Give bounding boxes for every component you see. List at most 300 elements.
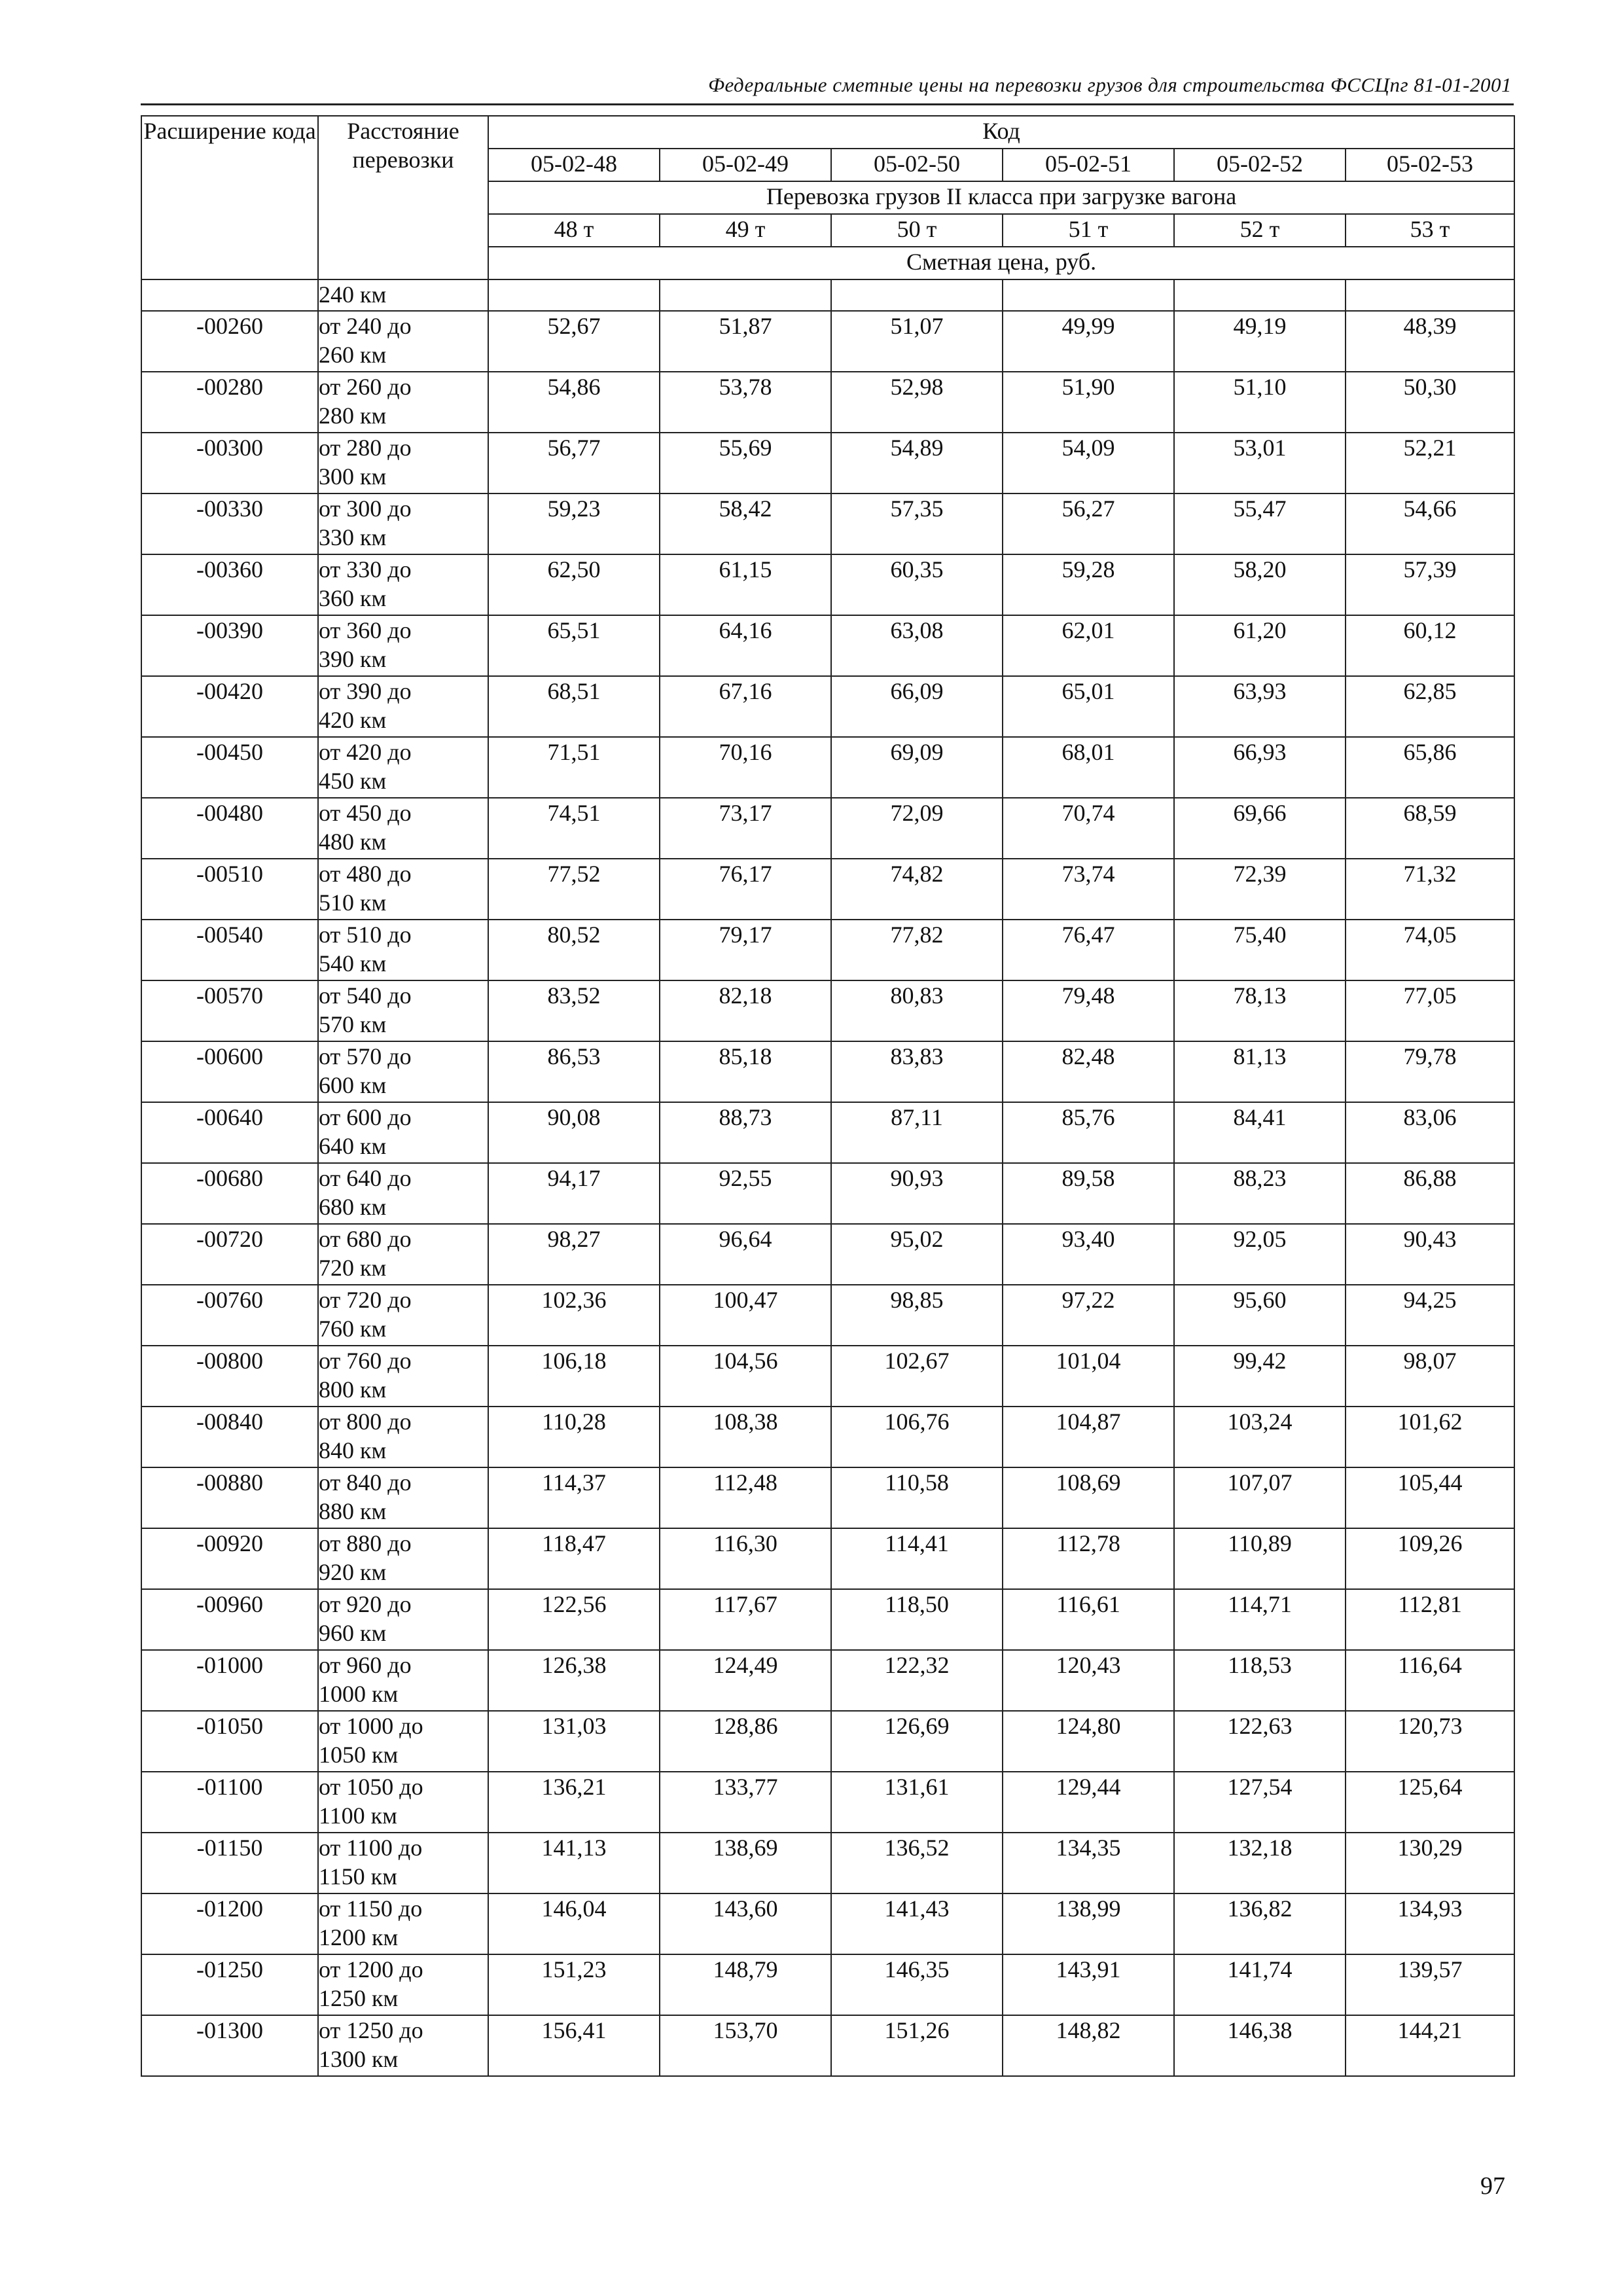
value-cell: 86,53 — [488, 1041, 660, 1102]
ext-cell: -00760 — [141, 1285, 318, 1346]
value-cell: 85,76 — [1003, 1102, 1174, 1163]
value-cell: 49,19 — [1174, 311, 1346, 372]
ext-cell: -00330 — [141, 493, 318, 554]
value-cell: 124,80 — [1003, 1711, 1174, 1772]
dist-line-from: от 1200 до — [319, 1956, 423, 1982]
value-cell: 153,70 — [660, 2015, 831, 2076]
dist-line-from: от 390 до — [319, 678, 412, 704]
value-cell: 65,01 — [1003, 676, 1174, 737]
value-cell: 114,41 — [831, 1528, 1003, 1589]
value-cell: 52,67 — [488, 311, 660, 372]
value-cell: 96,64 — [660, 1224, 831, 1285]
value-cell: 141,74 — [1174, 1954, 1346, 2015]
table-row — [141, 1893, 1514, 1954]
value-cell: 136,21 — [488, 1772, 660, 1833]
ext-cell: -00510 — [141, 859, 318, 920]
value-cell — [660, 279, 831, 311]
value-cell: 84,41 — [1174, 1102, 1346, 1163]
dist-line-to: 1100 км — [319, 1803, 397, 1829]
value-cell: 125,64 — [1346, 1772, 1514, 1833]
value-cell: 128,86 — [660, 1711, 831, 1772]
table-row — [141, 311, 1514, 372]
dist-line-to: 1000 км — [319, 1681, 399, 1707]
value-cell: 77,52 — [488, 859, 660, 920]
dist-cell — [318, 1589, 488, 1650]
dist-line-from: от 680 до — [319, 1226, 412, 1252]
value-cell: 112,78 — [1003, 1528, 1174, 1589]
dist-line-to: 420 км — [319, 707, 387, 733]
value-cell: 61,20 — [1174, 615, 1346, 676]
value-cell: 94,25 — [1346, 1285, 1514, 1346]
value-cell: 98,85 — [831, 1285, 1003, 1346]
ext-cell: -00960 — [141, 1589, 318, 1650]
dist-cell — [318, 2015, 488, 2076]
value-cell: 132,18 — [1174, 1833, 1346, 1893]
value-cell: 100,47 — [660, 1285, 831, 1346]
value-cell: 56,77 — [488, 433, 660, 493]
value-cell: 148,79 — [660, 1954, 831, 2015]
dist-line-to: 960 км — [319, 1620, 387, 1646]
table-row — [141, 1711, 1514, 1772]
value-cell: 51,07 — [831, 311, 1003, 372]
value-cell: 143,91 — [1003, 1954, 1174, 2015]
value-cell: 112,81 — [1346, 1589, 1514, 1650]
ext-cell: -00260 — [141, 311, 318, 372]
dist-cell — [318, 1346, 488, 1407]
ext-cell: -00280 — [141, 372, 318, 433]
cargo-header: Перевозка грузов II класса при загрузке вагона — [488, 181, 1514, 214]
dist-cell — [318, 1833, 488, 1893]
ext-cell: -00420 — [141, 676, 318, 737]
value-cell: 130,29 — [1346, 1833, 1514, 1893]
dist-line-to: 840 км — [319, 1437, 387, 1463]
load-cell: 51 т — [1003, 214, 1174, 247]
dist-line-from: от 1100 до — [319, 1835, 423, 1861]
value-cell: 50,30 — [1346, 372, 1514, 433]
dist-line-from: от 450 до — [319, 800, 412, 826]
value-cell: 151,26 — [831, 2015, 1003, 2076]
value-cell: 53,01 — [1174, 433, 1346, 493]
ext-cell: -00800 — [141, 1346, 318, 1407]
dist-cell: 240 км — [318, 279, 488, 311]
dist-line-to: 300 км — [319, 463, 387, 490]
value-cell: 48,39 — [1346, 311, 1514, 372]
table-row — [141, 859, 1514, 920]
ext-cell: -01200 — [141, 1893, 318, 1954]
table-row — [141, 1954, 1514, 2015]
table-row — [141, 1041, 1514, 1102]
value-cell: 83,52 — [488, 980, 660, 1041]
ext-cell: -00540 — [141, 920, 318, 980]
value-cell: 64,16 — [660, 615, 831, 676]
dist-line-to: 570 км — [319, 1011, 387, 1037]
value-cell: 71,32 — [1346, 859, 1514, 920]
value-cell: 52,98 — [831, 372, 1003, 433]
value-cell: 124,49 — [660, 1650, 831, 1711]
dist-line-to: 540 км — [319, 950, 387, 977]
value-cell: 138,99 — [1003, 1893, 1174, 1954]
value-cell: 76,17 — [660, 859, 831, 920]
value-cell: 49,99 — [1003, 311, 1174, 372]
value-cell: 114,37 — [488, 1467, 660, 1528]
dist-line-to: 1250 км — [319, 1985, 399, 2011]
ext-cell — [141, 279, 318, 311]
value-cell: 52,21 — [1346, 433, 1514, 493]
value-cell: 78,13 — [1174, 980, 1346, 1041]
value-cell: 69,66 — [1174, 798, 1346, 859]
dist-cell — [318, 798, 488, 859]
dist-cell — [318, 1893, 488, 1954]
dist-line-from: от 960 до — [319, 1652, 412, 1678]
dist-cell — [318, 493, 488, 554]
value-cell: 51,90 — [1003, 372, 1174, 433]
ext-cell: -01100 — [141, 1772, 318, 1833]
value-cell — [1174, 279, 1346, 311]
dist-line-from: от 1000 до — [319, 1713, 423, 1739]
dist-line-from: от 760 до — [319, 1348, 412, 1374]
value-cell — [831, 279, 1003, 311]
value-cell: 114,71 — [1174, 1589, 1346, 1650]
ext-cell: -00880 — [141, 1467, 318, 1528]
value-cell: 83,83 — [831, 1041, 1003, 1102]
table-body — [141, 279, 1514, 2076]
table-row — [141, 615, 1514, 676]
dist-cell — [318, 1285, 488, 1346]
value-cell: 122,56 — [488, 1589, 660, 1650]
value-cell: 61,15 — [660, 554, 831, 615]
dist-cell — [318, 1163, 488, 1224]
value-cell: 103,24 — [1174, 1407, 1346, 1467]
dist-cell — [318, 372, 488, 433]
ext-cell: -01150 — [141, 1833, 318, 1893]
code-cell: 05-02-49 — [660, 149, 831, 181]
table-row — [141, 1528, 1514, 1589]
price-header: Сметная цена, руб. — [488, 247, 1514, 279]
value-cell: 70,16 — [660, 737, 831, 798]
value-cell — [488, 279, 660, 311]
value-cell: 101,04 — [1003, 1346, 1174, 1407]
value-cell: 105,44 — [1346, 1467, 1514, 1528]
value-cell: 138,69 — [660, 1833, 831, 1893]
dist-line-to: 760 км — [319, 1316, 387, 1342]
value-cell: 53,78 — [660, 372, 831, 433]
value-cell: 98,07 — [1346, 1346, 1514, 1407]
value-cell: 95,02 — [831, 1224, 1003, 1285]
dist-line-to: 360 км — [319, 585, 387, 611]
dist-cell — [318, 615, 488, 676]
value-cell: 93,40 — [1003, 1224, 1174, 1285]
value-cell: 90,43 — [1346, 1224, 1514, 1285]
value-cell: 79,78 — [1346, 1041, 1514, 1102]
dist-cell — [318, 1467, 488, 1528]
value-cell: 141,43 — [831, 1893, 1003, 1954]
value-cell: 81,13 — [1174, 1041, 1346, 1102]
ext-cell: -00300 — [141, 433, 318, 493]
ext-cell: -00360 — [141, 554, 318, 615]
dist-line-to: 390 км — [319, 646, 387, 672]
table-row — [141, 676, 1514, 737]
value-cell: 62,85 — [1346, 676, 1514, 737]
value-cell: 87,11 — [831, 1102, 1003, 1163]
dist-line-to: 720 км — [319, 1255, 387, 1281]
table-row — [141, 372, 1514, 433]
dist-line-to: 920 км — [319, 1559, 387, 1585]
value-cell: 58,20 — [1174, 554, 1346, 615]
table-row — [141, 1772, 1514, 1833]
value-cell: 51,10 — [1174, 372, 1346, 433]
dist-line-from: от 1150 до — [319, 1895, 423, 1922]
load-cell: 52 т — [1174, 214, 1346, 247]
value-cell: 104,56 — [660, 1346, 831, 1407]
dist-cell — [318, 1954, 488, 2015]
value-cell: 51,87 — [660, 311, 831, 372]
value-cell: 120,73 — [1346, 1711, 1514, 1772]
ext-cell: -00640 — [141, 1102, 318, 1163]
dist-cell — [318, 676, 488, 737]
dist-line-to: 1050 км — [319, 1742, 399, 1768]
page-number: 97 — [1480, 2172, 1505, 2200]
value-cell: 62,50 — [488, 554, 660, 615]
dist-line-to: 260 км — [319, 342, 387, 368]
table-row — [141, 1163, 1514, 1224]
value-cell: 104,87 — [1003, 1407, 1174, 1467]
dist-cell — [318, 859, 488, 920]
dist-line-from: от 280 до — [319, 435, 412, 461]
value-cell: 71,51 — [488, 737, 660, 798]
dist-cell — [318, 1528, 488, 1589]
value-cell: 112,48 — [660, 1467, 831, 1528]
value-cell: 106,76 — [831, 1407, 1003, 1467]
value-cell: 92,05 — [1174, 1224, 1346, 1285]
dist-line-to: 640 км — [319, 1133, 387, 1159]
value-cell: 72,39 — [1174, 859, 1346, 920]
value-cell: 118,50 — [831, 1589, 1003, 1650]
table-row — [141, 2015, 1514, 2076]
value-cell: 107,07 — [1174, 1467, 1346, 1528]
ext-cell: -01000 — [141, 1650, 318, 1711]
table-row — [141, 920, 1514, 980]
value-cell: 141,13 — [488, 1833, 660, 1893]
load-cell: 53 т — [1346, 214, 1514, 247]
dist-line-from: от 260 до — [319, 374, 412, 400]
ext-cell: -00920 — [141, 1528, 318, 1589]
value-cell: 106,18 — [488, 1346, 660, 1407]
value-cell: 79,48 — [1003, 980, 1174, 1041]
value-cell: 101,62 — [1346, 1407, 1514, 1467]
value-cell: 63,08 — [831, 615, 1003, 676]
dist-line-from: от 1250 до — [319, 2017, 423, 2043]
value-cell: 68,51 — [488, 676, 660, 737]
value-cell: 110,58 — [831, 1467, 1003, 1528]
value-cell: 94,17 — [488, 1163, 660, 1224]
value-cell: 151,23 — [488, 1954, 660, 2015]
value-cell: 116,64 — [1346, 1650, 1514, 1711]
value-cell: 68,59 — [1346, 798, 1514, 859]
value-cell: 58,42 — [660, 493, 831, 554]
value-cell: 97,22 — [1003, 1285, 1174, 1346]
value-cell: 66,09 — [831, 676, 1003, 737]
value-cell: 126,38 — [488, 1650, 660, 1711]
value-cell: 143,60 — [660, 1893, 831, 1954]
table-row — [141, 554, 1514, 615]
dist-cell — [318, 737, 488, 798]
value-cell: 74,51 — [488, 798, 660, 859]
ext-cell: -00450 — [141, 737, 318, 798]
value-cell: 77,05 — [1346, 980, 1514, 1041]
dist-line-from: от 920 до — [319, 1591, 412, 1617]
code-cell: 05-02-51 — [1003, 149, 1174, 181]
dist-line-from: от 360 до — [319, 617, 412, 643]
dist-cell — [318, 1102, 488, 1163]
table-row — [141, 1102, 1514, 1163]
value-cell: 131,61 — [831, 1772, 1003, 1833]
table-row — [141, 1407, 1514, 1467]
dist-line-from: от 300 до — [319, 495, 412, 522]
code-cell: 05-02-52 — [1174, 149, 1346, 181]
table-row — [141, 737, 1514, 798]
value-cell: 82,18 — [660, 980, 831, 1041]
value-cell: 92,55 — [660, 1163, 831, 1224]
value-cell: 156,41 — [488, 2015, 660, 2076]
value-cell: 57,35 — [831, 493, 1003, 554]
value-cell — [1346, 279, 1514, 311]
value-cell: 66,93 — [1174, 737, 1346, 798]
running-header: Федеральные сметные цены на перевозки грузов для строительства ФССЦпг 81-01-2001 — [708, 73, 1512, 96]
dist-line-to: 1150 км — [319, 1863, 397, 1890]
dist-cell — [318, 1224, 488, 1285]
dist-cell — [318, 1041, 488, 1102]
ext-cell: -00720 — [141, 1224, 318, 1285]
dist-line-to: 1300 км — [319, 2046, 399, 2072]
dist-line-from: от 570 до — [319, 1043, 412, 1069]
value-cell: 127,54 — [1174, 1772, 1346, 1833]
table-row — [141, 279, 1514, 311]
value-cell: 116,61 — [1003, 1589, 1174, 1650]
value-cell: 146,04 — [488, 1893, 660, 1954]
value-cell: 54,89 — [831, 433, 1003, 493]
dist-line-from: от 600 до — [319, 1104, 412, 1130]
value-cell: 83,06 — [1346, 1102, 1514, 1163]
value-cell: 68,01 — [1003, 737, 1174, 798]
ext-cell: -00570 — [141, 980, 318, 1041]
dist-line-to: 1200 км — [319, 1924, 399, 1950]
dist-cell — [318, 920, 488, 980]
value-cell: 102,67 — [831, 1346, 1003, 1407]
dist-line-from: от 840 до — [319, 1469, 412, 1496]
value-cell: 89,58 — [1003, 1163, 1174, 1224]
ext-cell: -00390 — [141, 615, 318, 676]
dist-line-to: 880 км — [319, 1498, 387, 1524]
table-row — [141, 1467, 1514, 1528]
price-table — [141, 115, 1515, 2077]
value-cell: 131,03 — [488, 1711, 660, 1772]
dist-cell — [318, 554, 488, 615]
dist-cell — [318, 1407, 488, 1467]
value-cell: 74,05 — [1346, 920, 1514, 980]
value-cell: 65,86 — [1346, 737, 1514, 798]
value-cell: 75,40 — [1174, 920, 1346, 980]
load-cell: 50 т — [831, 214, 1003, 247]
col-ext-header: Расширение кода — [141, 116, 318, 279]
table-row — [141, 980, 1514, 1041]
value-cell: 88,73 — [660, 1102, 831, 1163]
dist-line-to: 280 км — [319, 403, 387, 429]
ext-cell: -00480 — [141, 798, 318, 859]
value-cell: 57,39 — [1346, 554, 1514, 615]
value-cell: 102,36 — [488, 1285, 660, 1346]
code-header: Код — [488, 116, 1514, 149]
value-cell: 99,42 — [1174, 1346, 1346, 1407]
value-cell: 134,93 — [1346, 1893, 1514, 1954]
dist-line-from: от 800 до — [319, 1408, 412, 1435]
dist-line-to: 510 км — [319, 889, 387, 916]
value-cell: 118,47 — [488, 1528, 660, 1589]
code-cell: 05-02-50 — [831, 149, 1003, 181]
dist-line-from: от 880 до — [319, 1530, 412, 1556]
dist-cell — [318, 1650, 488, 1711]
value-cell: 56,27 — [1003, 493, 1174, 554]
value-cell: 95,60 — [1174, 1285, 1346, 1346]
dist-line-to: 450 км — [319, 768, 387, 794]
dist-line-to: 330 км — [319, 524, 387, 550]
header-rule — [141, 103, 1514, 105]
value-cell: 72,09 — [831, 798, 1003, 859]
value-cell: 122,32 — [831, 1650, 1003, 1711]
table-row — [141, 1650, 1514, 1711]
dist-line-from: от 420 до — [319, 739, 412, 765]
value-cell: 88,23 — [1174, 1163, 1346, 1224]
value-cell: 134,35 — [1003, 1833, 1174, 1893]
dist-line-to: 800 км — [319, 1376, 387, 1403]
dist-cell — [318, 433, 488, 493]
value-cell: 55,47 — [1174, 493, 1346, 554]
value-cell: 148,82 — [1003, 2015, 1174, 2076]
value-cell: 126,69 — [831, 1711, 1003, 1772]
table-row — [141, 1589, 1514, 1650]
value-cell: 67,16 — [660, 676, 831, 737]
value-cell: 60,12 — [1346, 615, 1514, 676]
ext-cell: -00680 — [141, 1163, 318, 1224]
value-cell: 79,17 — [660, 920, 831, 980]
value-cell: 133,77 — [660, 1772, 831, 1833]
value-cell: 110,28 — [488, 1407, 660, 1467]
ext-cell: -01300 — [141, 2015, 318, 2076]
value-cell: 54,86 — [488, 372, 660, 433]
value-cell: 136,82 — [1174, 1893, 1346, 1954]
value-cell: 86,88 — [1346, 1163, 1514, 1224]
col-dist-header: Расстояние перевозки — [318, 116, 488, 279]
load-cell: 49 т — [660, 214, 831, 247]
value-cell: 85,18 — [660, 1041, 831, 1102]
table-row — [141, 433, 1514, 493]
value-cell: 120,43 — [1003, 1650, 1174, 1711]
dist-line-to: 680 км — [319, 1194, 387, 1220]
dist-cell — [318, 980, 488, 1041]
value-cell: 116,30 — [660, 1528, 831, 1589]
value-cell: 62,01 — [1003, 615, 1174, 676]
value-cell: 76,47 — [1003, 920, 1174, 980]
table-row — [141, 1833, 1514, 1893]
table-row — [141, 493, 1514, 554]
table-row — [141, 1224, 1514, 1285]
value-cell: 108,69 — [1003, 1467, 1174, 1528]
value-cell: 117,67 — [660, 1589, 831, 1650]
code-cell: 05-02-53 — [1346, 149, 1514, 181]
dist-line-from: от 240 до — [319, 313, 412, 339]
dist-line-from: от 510 до — [319, 922, 412, 948]
value-cell: 77,82 — [831, 920, 1003, 980]
value-cell: 65,51 — [488, 615, 660, 676]
